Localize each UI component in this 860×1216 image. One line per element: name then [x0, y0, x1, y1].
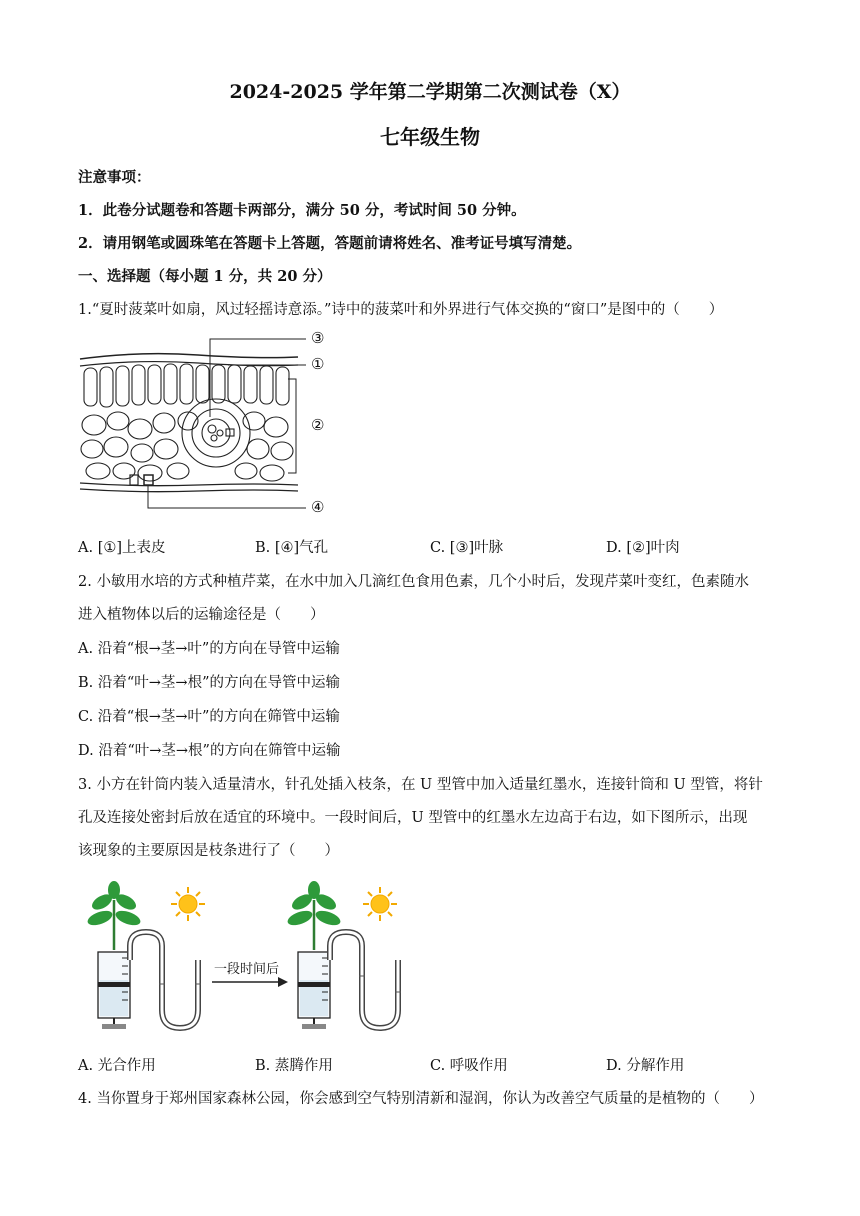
q3-stem-line1: 3. 小方在针筒内装入适量清水，针孔处插入枝条，在 U 型管中加入适量红墨水，连接针筒和 U 型管，将针: [78, 777, 763, 793]
sun-icon: [362, 886, 398, 922]
q4-stem: 4. 当你置身于郑州国家森林公园，你会感到空气特别清新和湿润，你认为改善空气质量的是植物的（ ）: [78, 1091, 764, 1107]
q3-stem-line3: 该现象的主要原因是枝条进行了（ ）: [78, 843, 339, 859]
q2-stem-line2: 进入植物体以后的运输途径是（ ）: [78, 607, 325, 623]
diagram-label-2: ②: [311, 416, 325, 434]
q3-option-a: A. 光合作用: [78, 1058, 156, 1074]
note-item-2: 2．请用钢笔或圆珠笔在答题卡上答题，答题前请将姓名、准考证号填写清楚。: [78, 235, 582, 252]
q3-stem-line2: 孔及连接处密封后放在适宜的环境中。一段时间后，U 型管中的红墨水左边高于右边，如下图所示，出现: [78, 810, 748, 826]
page-title: 2024-2025 学年第二学期第二次测试卷（X）: [229, 81, 631, 103]
q1-option-d: D. [②]叶肉: [606, 540, 680, 556]
q3-option-b: B. 蒸腾作用: [255, 1058, 333, 1074]
q1-option-c: C. [③]叶脉: [430, 540, 504, 556]
q1-stem: 1.“夏时菠菜叶如扇，风过轻摇诗意添。”诗中的菠菜叶和外界进行气体交换的“窗口”是图中的（ ）: [78, 302, 724, 318]
right-arrow-icon: [212, 976, 288, 988]
diagram-label-4: ④: [311, 498, 325, 516]
q3-option-d: D. 分解作用: [606, 1058, 685, 1074]
diagram-label-3: ③: [311, 329, 325, 347]
q2-stem-line1: 2. 小敏用水培的方式种植芹菜，在水中加入几滴红色食用色素，几个小时后，发现芹菜叶变红，色素随水: [78, 574, 749, 590]
diagram-label-1: ①: [311, 355, 325, 373]
q1-option-a: A. [①]上表皮: [78, 540, 166, 556]
q2-option-c: C. 沿着“根→茎→叶”的方向在筛管中运输: [78, 709, 340, 725]
sun-icon: [170, 886, 206, 922]
q1-option-b: B. [④]气孔: [255, 540, 329, 556]
page-subtitle: 七年级生物: [380, 125, 480, 149]
section-heading: 一、选择题（每小题 1 分，共 20 分）: [78, 268, 332, 285]
note-item-1: 1．此卷分试题卷和答题卡两部分，满分 50 分，考试时间 50 分钟。: [78, 202, 526, 219]
q2-option-d: D. 沿着“叶→茎→根”的方向在筛管中运输: [78, 743, 341, 759]
q2-option-a: A. 沿着“根→茎→叶”的方向在导管中运输: [78, 641, 340, 657]
q3-option-c: C. 呼吸作用: [430, 1058, 508, 1074]
q2-option-b: B. 沿着“叶→茎→根”的方向在导管中运输: [78, 675, 340, 691]
leaf-cross-section-diagram: [78, 325, 338, 525]
arrow-label: 一段时间后: [214, 962, 280, 977]
notes-heading: 注意事项：: [78, 169, 151, 186]
